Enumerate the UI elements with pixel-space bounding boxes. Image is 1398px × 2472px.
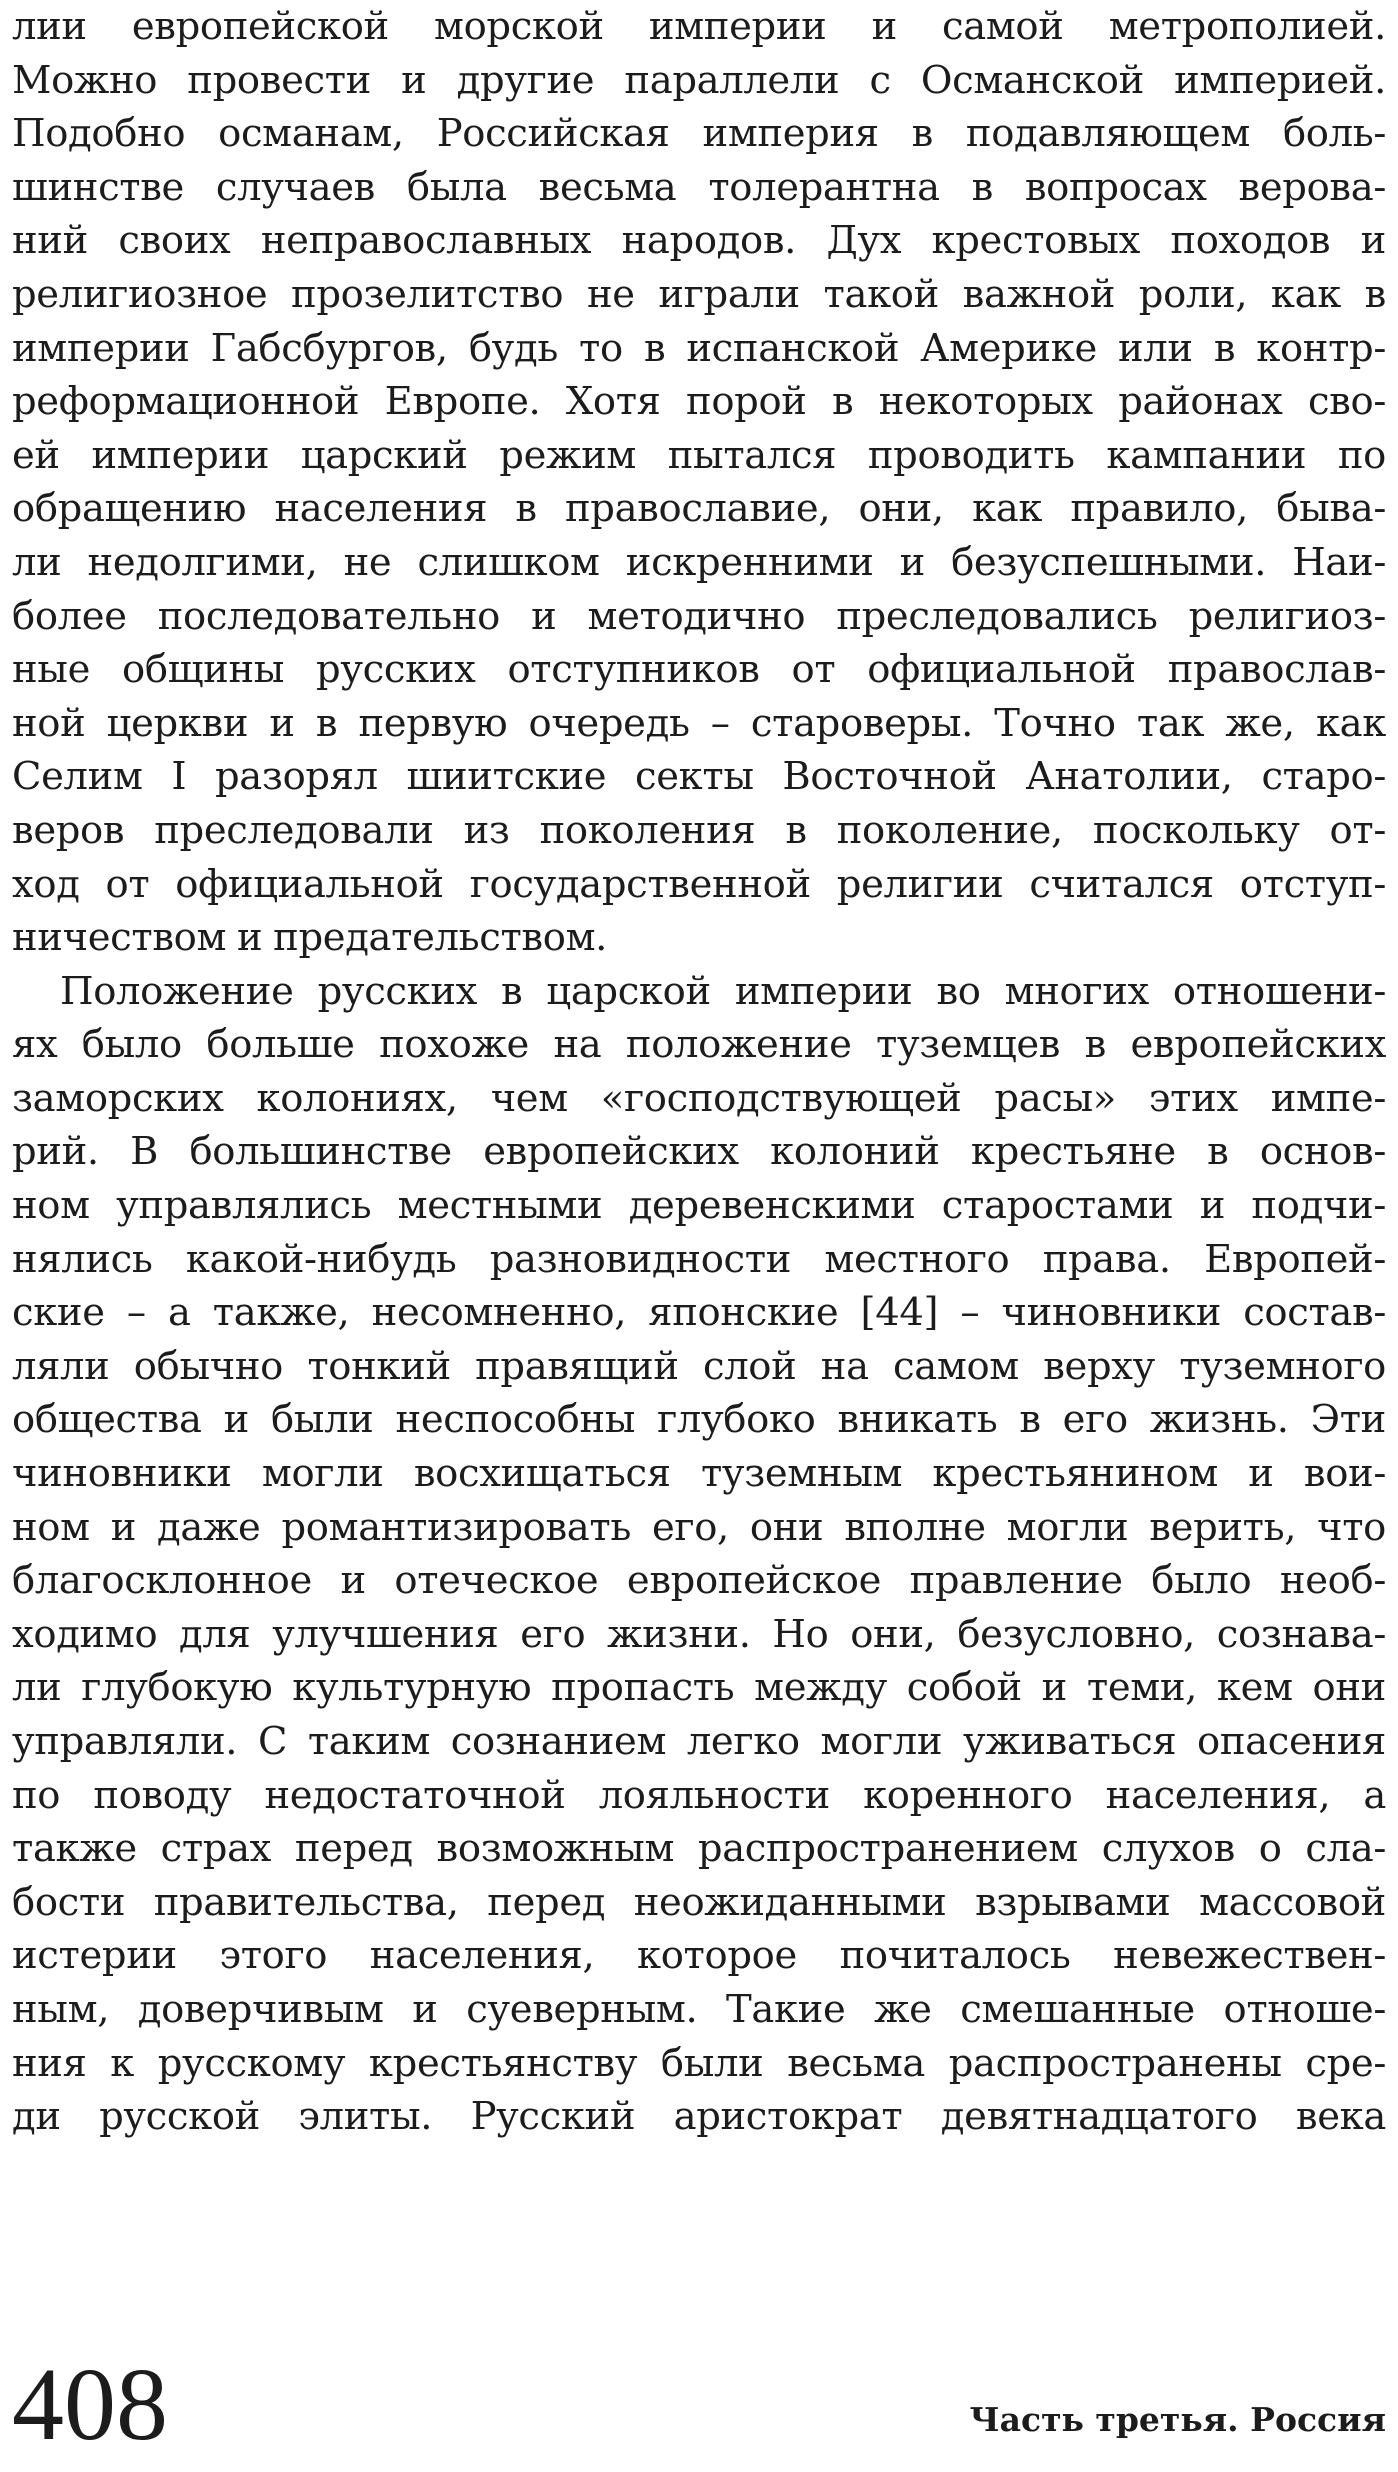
page-footer: [12, 2345, 1386, 2465]
text-line: империи Габсбургов, будь то в испанской Америке или в контр-: [12, 325, 1386, 371]
paragraph-first-line: Положение русских в царской империи во многих отношени-: [60, 968, 1386, 1014]
text-line: религиозное прозелитство не играли такой важной роли, как в: [12, 271, 1386, 317]
text-line: ном управлялись местными деревенскими старостами и подчи-: [12, 1183, 1386, 1229]
text-line: общества и были неспособны глубоко вникать в его жизнь. Эти: [12, 1397, 1386, 1443]
text-line: ляли обычно тонкий правящий слой на самом верху туземного: [12, 1343, 1386, 1389]
text-line: лии европейской морской империи и самой метрополией.: [12, 4, 1386, 49]
text-line: Подобно османам, Российская империя в подавляющем боль-: [12, 111, 1386, 157]
text-line: реформационной Европе. Хотя порой в некоторых районах сво-: [12, 379, 1386, 425]
text-line: бости правительства, перед неожиданными взрывами массовой: [12, 1879, 1386, 1925]
body-text: [12, 0, 1386, 2144]
text-line: ные общины русских отступников от официальной православ-: [12, 647, 1386, 693]
text-line: благосклонное и отеческое европейское правление было необ-: [12, 1558, 1386, 1604]
text-line: ной церкви и в первую очередь – староверы. Точно так же, как: [12, 700, 1386, 746]
text-line: ей империи царский режим пытался проводить кампании по: [12, 432, 1386, 478]
text-line: заморских колониях, чем «господствующей расы» этих импе-: [12, 1075, 1386, 1121]
text-line: веров преследовали из поколения в поколение, поскольку от-: [12, 807, 1386, 853]
text-line: ди русской элиты. Русский аристократ девятнадцатого века: [12, 2094, 1386, 2140]
text-line: ния к русскому крестьянству были весьма распространены сре-: [12, 2040, 1386, 2086]
text-line: ходимо для улучшения его жизни. Но они, безусловно, сознава-: [12, 1611, 1386, 1657]
text-line: по поводу недостаточной лояльности коренного населения, а: [12, 1772, 1386, 1818]
running-head: Часть третья. Россия: [969, 2400, 1386, 2439]
text-line: более последовательно и методично преследовались религиоз-: [12, 593, 1386, 639]
text-line: шинстве случаев была весьма толерантна в вопросах верова-: [12, 164, 1386, 210]
text-line: Можно провести и другие параллели с Османской империей.: [12, 57, 1386, 103]
text-line: также страх перед возможным распространением слухов о сла-: [12, 1826, 1386, 1872]
text-line: ли недолгими, не слишком искренними и безуспешными. Наи-: [12, 539, 1386, 585]
text-line: ские – а также, несомненно, японские [44] – чиновники состав-: [12, 1290, 1386, 1336]
text-line: ний своих неправославных народов. Дух крестовых походов и: [12, 218, 1386, 264]
text-line: чиновники могли восхищаться туземным крестьянином и вои-: [12, 1451, 1386, 1497]
text-line: истерии этого населения, которое почиталось невежествен-: [12, 1933, 1386, 1979]
text-line: управляли. С таким сознанием легко могли уживаться опасения: [12, 1719, 1386, 1764]
text-line: обращению населения в православие, они, как правило, быва-: [12, 486, 1386, 532]
paragraph-end-line: ничеством и предательством.: [12, 915, 608, 961]
text-line: ях было больше похоже на положение туземцев в европейских: [12, 1022, 1386, 1068]
text-line: ным, доверчивым и суеверным. Такие же смешанные отноше-: [12, 1986, 1386, 2032]
text-line: Селим I разорял шиитские секты Восточной Анатолии, старо-: [12, 754, 1386, 800]
text-line: нялись какой-нибудь разновидности местного права. Европей-: [12, 1236, 1386, 1282]
text-line: ли глубокую культурную пропасть между собой и теми, кем они: [12, 1665, 1386, 1711]
text-line: ход от официальной государственной религии считался отступ-: [12, 861, 1386, 907]
text-line: ном и даже романтизировать его, они вполне могли верить, что: [12, 1504, 1386, 1550]
text-line: рий. В большинстве европейских колоний крестьяне в основ-: [12, 1129, 1386, 1175]
page-number: 408: [12, 2347, 168, 2462]
